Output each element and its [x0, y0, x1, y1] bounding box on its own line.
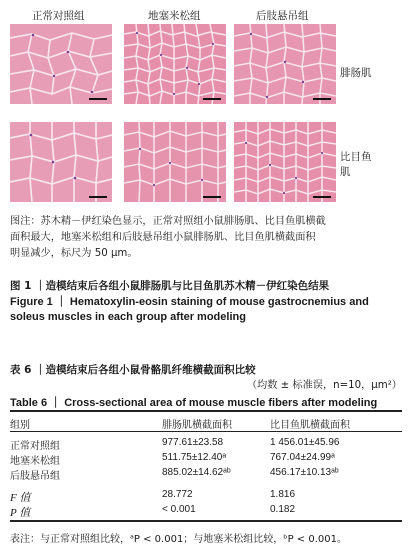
he-stain-image: [10, 24, 112, 104]
table-unit: （均数 ± 标准误，n=10，μm²）: [246, 380, 402, 391]
table-header-group: 组别: [10, 420, 30, 431]
micrograph-hindlimb-soleus: [234, 122, 336, 202]
scale-bar: [89, 196, 107, 198]
table-cell: 767.04±24.99ᵃ: [270, 452, 335, 463]
scale-bar: [313, 196, 331, 198]
table-header-soleus: 比目鱼肌横截面积: [270, 420, 350, 431]
table-title-cn: 表 6 ｜造模结束后各组小鼠骨骼肌纤维横截面积比较: [10, 364, 256, 376]
he-stain-image: [10, 122, 112, 202]
figure-note-line: 明显减少，标尺为 50 μm。: [10, 248, 138, 259]
table-stat-label: P 值: [10, 507, 31, 519]
micrograph-hindlimb-gastrocnemius: [234, 24, 336, 104]
he-stain-image: [124, 24, 226, 104]
figure-note-line: 图注：苏木精－伊红染色显示，正常对照组小鼠腓肠肌、比目鱼肌横截: [10, 216, 326, 227]
micrograph-dexamethasone-soleus: [124, 122, 226, 202]
he-stain-image: [234, 122, 336, 202]
table-stat-label: F 值: [10, 492, 31, 504]
col-label-dexamethasone: 地塞米松组: [148, 10, 201, 22]
table-bottom-rule: [10, 520, 402, 522]
scale-bar: [203, 196, 221, 198]
table-cell: 511.75±12.40ᵃ: [162, 452, 227, 463]
table-row-label: 正常对照组: [10, 441, 60, 452]
col-label-control: 正常对照组: [32, 10, 85, 22]
table-title-en: Table 6 ｜ Cross-sectional area of mouse muscle fibers after modeling: [10, 397, 378, 409]
row-label-gastrocnemius: 腓肠肌: [340, 67, 372, 79]
table-cell: 28.772: [162, 489, 193, 500]
table-cell: 0.182: [270, 504, 296, 515]
scale-bar: [313, 98, 331, 100]
table-row-label: 地塞米松组: [10, 456, 60, 467]
micrograph-dexamethasone-gastrocnemius: [124, 24, 226, 104]
micrograph-control-soleus: [10, 122, 112, 202]
table-header-rule: [10, 431, 402, 432]
he-stain-image: [124, 122, 226, 202]
figure-note-line: 面积最大，地塞米松组和后肢悬吊组小鼠腓肠肌、比目鱼肌横截面积: [10, 232, 316, 243]
table-cell: < 0.001: [162, 504, 196, 515]
figure-title-en: Figure 1 ｜ Hematoxylin-eosin staining of mouse gastrocnemius and soleus muscles in each group after modeling: [10, 296, 369, 323]
table-cell: 885.02±14.62ᵃᵇ: [162, 467, 231, 478]
micrograph-control-gastrocnemius: [10, 24, 112, 104]
table-header-gastrocnemius: 腓肠肌横截面积: [162, 420, 232, 431]
table-row-label: 后肢悬吊组: [10, 471, 60, 482]
figure-title-cn: 图 1 ｜造模结束后各组小鼠腓肠肌与比目鱼肌苏木精－伊红染色结果: [10, 280, 330, 292]
scale-bar: [89, 98, 107, 100]
table-cell: 456.17±10.13ᵃᵇ: [270, 467, 339, 478]
table-cell: 1.816: [270, 489, 296, 500]
table-top-rule: [10, 410, 402, 412]
scale-bar: [203, 98, 221, 100]
row-label-soleus: 比目鱼肌: [340, 151, 372, 178]
table-cell: 1 456.01±45.96: [270, 437, 340, 448]
table-footnote: 表注：与正常对照组比较，ᵃP < 0.001；与地塞米松组比较，ᵇP < 0.001。: [10, 534, 347, 545]
table-cell: 977.61±23.58: [162, 437, 224, 448]
col-label-hindlimb: 后肢悬吊组: [256, 10, 309, 22]
he-stain-image: [234, 24, 336, 104]
